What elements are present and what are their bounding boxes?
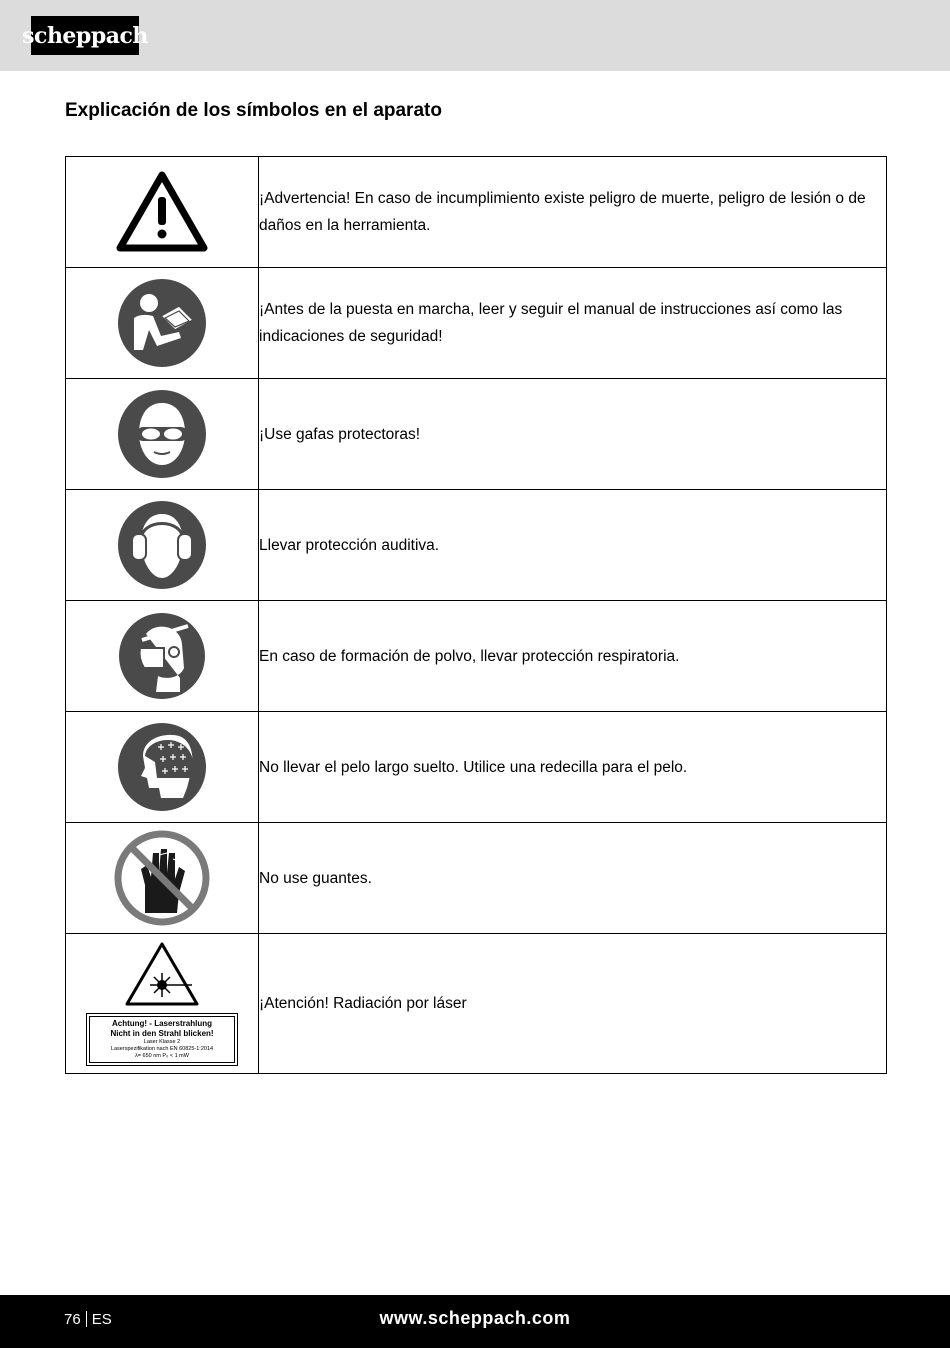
- warning-triangle-icon: [116, 171, 208, 253]
- symbol-description: En caso de formación de polvo, llevar protección respiratoria.: [259, 601, 887, 712]
- laser-class-label: [86, 1013, 238, 1066]
- symbol-description: ¡Use gafas protectoras!: [259, 379, 887, 490]
- table-row: [66, 934, 887, 1074]
- laser-label-line: Nicht in den Strahl blicken!: [110, 1029, 214, 1038]
- symbols-table: [65, 156, 887, 1074]
- table-row: [66, 490, 887, 601]
- table-row: [66, 601, 887, 712]
- page-number-value: 76: [64, 1311, 81, 1328]
- table-row: [66, 823, 887, 934]
- laser-label-line: λ= 650 nm P₀ < 1 mW: [135, 1053, 189, 1059]
- table-row: [66, 379, 887, 490]
- safety-goggles-icon: [117, 389, 207, 479]
- icon-cell: [66, 157, 259, 268]
- language-code: ES: [91, 1311, 112, 1328]
- page-footer: [0, 1295, 950, 1348]
- laser-warning-icon: [124, 941, 200, 1007]
- read-manual-icon: [117, 278, 207, 368]
- symbol-description: Llevar protección auditiva.: [259, 490, 887, 601]
- laser-label-line: Achtung! - Laserstrahlung: [111, 1019, 212, 1028]
- symbol-description: ¡Advertencia! En caso de incumplimiento existe peligro de muerte, peligro de lesión o de daños en la herramienta.: [259, 157, 887, 268]
- website-link[interactable]: www.scheppach.com: [379, 1308, 571, 1328]
- symbol-description: ¡Atención! Radiación por láser: [259, 934, 887, 1074]
- icon-cell: [66, 934, 259, 1074]
- table-row: [66, 268, 887, 379]
- page-title: Explicación de los símbolos en el aparato: [65, 100, 442, 121]
- hairnet-icon: [117, 722, 207, 812]
- icon-cell: [66, 490, 259, 601]
- respiratory-protection-icon: [118, 612, 206, 700]
- symbol-description: No use guantes.: [259, 823, 887, 934]
- symbol-description: No llevar el pelo largo suelto. Utilice una redecilla para el pelo.: [259, 712, 887, 823]
- no-gloves-icon: [113, 829, 211, 927]
- icon-cell: [66, 712, 259, 823]
- page-header: [0, 0, 950, 71]
- symbol-description: ¡Antes de la puesta en marcha, leer y seguir el manual de instrucciones así como las indicaciones de seguridad!: [259, 268, 887, 379]
- laser-label-line: Laserspezifikation nach EN 60825-1:2014: [110, 1046, 214, 1052]
- icon-cell: [66, 823, 259, 934]
- icon-cell: [66, 268, 259, 379]
- scheppach-logo: scheppach: [31, 16, 139, 55]
- table-row: [66, 157, 887, 268]
- icon-cell: [66, 601, 259, 712]
- icon-cell: [66, 379, 259, 490]
- laser-label-line: Laser Klasse 2: [143, 1039, 181, 1045]
- table-row: [66, 712, 887, 823]
- ear-protection-icon: [117, 500, 207, 590]
